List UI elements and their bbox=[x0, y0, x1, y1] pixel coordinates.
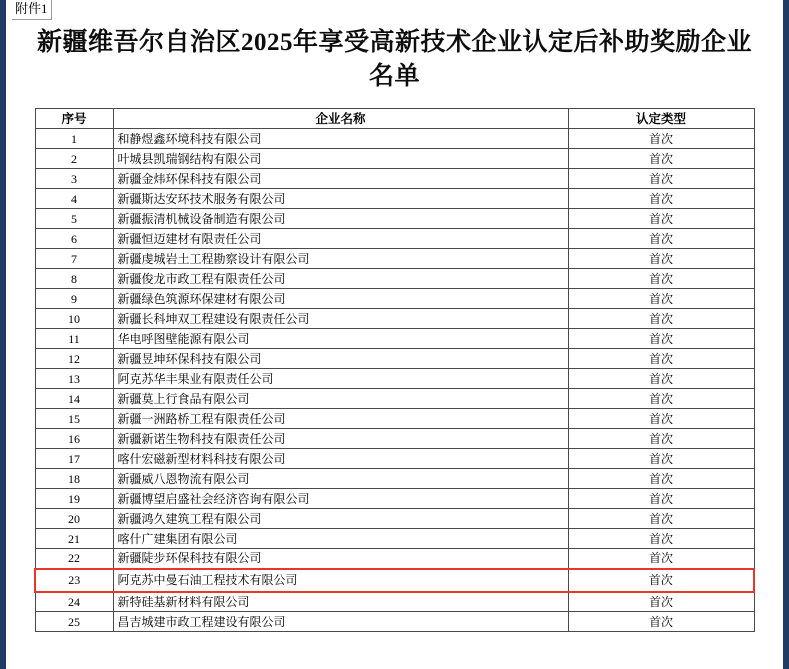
cell-recognition-type: 首次 bbox=[568, 569, 754, 592]
page-title: 新疆维吾尔自治区2025年享受高新技术企业认定后补助奖励企业名单 bbox=[36, 29, 752, 90]
cell-enterprise-name: 阿克苏华丰果业有限责任公司 bbox=[113, 369, 568, 389]
cell-enterprise-name: 昌吉城建市政工程建设有限公司 bbox=[113, 612, 568, 632]
cell-recognition-type: 首次 bbox=[568, 269, 754, 289]
table-row bbox=[35, 549, 754, 569]
cell-enterprise-name: 和静煜鑫环境科技有限公司 bbox=[113, 129, 568, 149]
table-row bbox=[35, 592, 754, 612]
cell-enterprise-name: 新疆陡步环保科技有限公司 bbox=[113, 549, 568, 569]
cell-recognition-type: 首次 bbox=[568, 389, 754, 409]
cell-enterprise-name: 喀什广建集团有限公司 bbox=[113, 529, 568, 549]
table-row bbox=[35, 429, 754, 449]
cell-enterprise-name: 阿克苏中曼石油工程技术有限公司 bbox=[113, 569, 568, 592]
cell-no: 6 bbox=[35, 229, 113, 249]
table-row bbox=[35, 409, 754, 429]
cell-no: 2 bbox=[35, 149, 113, 169]
cell-recognition-type: 首次 bbox=[568, 529, 754, 549]
cell-enterprise-name: 新疆鸿久建筑工程有限公司 bbox=[113, 509, 568, 529]
table-row bbox=[35, 169, 754, 189]
document-body bbox=[6, 0, 783, 632]
cell-no: 25 bbox=[35, 612, 113, 632]
table-row bbox=[35, 289, 754, 309]
cell-enterprise-name: 新疆一洲路桥工程有限责任公司 bbox=[113, 409, 568, 429]
cell-enterprise-name: 新疆新诺生物科技有限责任公司 bbox=[113, 429, 568, 449]
table-row bbox=[35, 569, 754, 592]
cell-recognition-type: 首次 bbox=[568, 349, 754, 369]
cell-no: 12 bbox=[35, 349, 113, 369]
cell-no: 5 bbox=[35, 209, 113, 229]
cell-enterprise-name: 新疆振清机械设备制造有限公司 bbox=[113, 209, 568, 229]
cell-recognition-type: 首次 bbox=[568, 409, 754, 429]
cell-recognition-type: 首次 bbox=[568, 329, 754, 349]
table-row bbox=[35, 249, 754, 269]
attachment-label: 附件1 bbox=[12, 0, 52, 20]
cell-recognition-type: 首次 bbox=[568, 449, 754, 469]
cell-recognition-type: 首次 bbox=[568, 289, 754, 309]
cell-enterprise-name: 华电呼图壁能源有限公司 bbox=[113, 329, 568, 349]
table-row bbox=[35, 529, 754, 549]
cell-recognition-type: 首次 bbox=[568, 249, 754, 269]
cell-no: 4 bbox=[35, 189, 113, 209]
table-header-row bbox=[35, 109, 754, 129]
cell-no: 17 bbox=[35, 449, 113, 469]
table-row bbox=[35, 269, 754, 289]
column-header-name: 企业名称 bbox=[113, 109, 568, 129]
cell-no: 20 bbox=[35, 509, 113, 529]
cell-enterprise-name: 新疆恒迈建材有限责任公司 bbox=[113, 229, 568, 249]
cell-no: 22 bbox=[35, 549, 113, 569]
cell-enterprise-name: 新疆虔城岩土工程勘察设计有限公司 bbox=[113, 249, 568, 269]
cell-enterprise-name: 新疆绿色筑源环保建材有限公司 bbox=[113, 289, 568, 309]
table-row bbox=[35, 489, 754, 509]
table-row bbox=[35, 229, 754, 249]
cell-recognition-type: 首次 bbox=[568, 592, 754, 612]
cell-enterprise-name: 新疆莫上行食品有限公司 bbox=[113, 389, 568, 409]
table-header bbox=[35, 109, 754, 129]
cell-no: 23 bbox=[35, 569, 113, 592]
table-row bbox=[35, 369, 754, 389]
cell-enterprise-name: 新疆金炜环保科技有限公司 bbox=[113, 169, 568, 189]
cell-no: 11 bbox=[35, 329, 113, 349]
cell-recognition-type: 首次 bbox=[568, 509, 754, 529]
cell-recognition-type: 首次 bbox=[568, 229, 754, 249]
cell-no: 18 bbox=[35, 469, 113, 489]
cell-no: 13 bbox=[35, 369, 113, 389]
table-row bbox=[35, 129, 754, 149]
cell-enterprise-name: 新疆威八恩物流有限公司 bbox=[113, 469, 568, 489]
cell-recognition-type: 首次 bbox=[568, 309, 754, 329]
cell-recognition-type: 首次 bbox=[568, 369, 754, 389]
table-row bbox=[35, 209, 754, 229]
cell-no: 15 bbox=[35, 409, 113, 429]
cell-no: 8 bbox=[35, 269, 113, 289]
table-row bbox=[35, 509, 754, 529]
cell-no: 1 bbox=[35, 129, 113, 149]
table-body bbox=[35, 129, 754, 632]
cell-recognition-type: 首次 bbox=[568, 129, 754, 149]
table-row bbox=[35, 309, 754, 329]
cell-no: 16 bbox=[35, 429, 113, 449]
table-row bbox=[35, 469, 754, 489]
enterprise-list-table bbox=[34, 108, 755, 632]
table-row bbox=[35, 449, 754, 469]
column-header-no: 序号 bbox=[35, 109, 113, 129]
cell-no: 10 bbox=[35, 309, 113, 329]
cell-enterprise-name: 新疆博望启盛社会经济咨询有限公司 bbox=[113, 489, 568, 509]
cell-no: 3 bbox=[35, 169, 113, 189]
cell-recognition-type: 首次 bbox=[568, 209, 754, 229]
table-row bbox=[35, 329, 754, 349]
cell-recognition-type: 首次 bbox=[568, 189, 754, 209]
cell-recognition-type: 首次 bbox=[568, 149, 754, 169]
cell-enterprise-name: 叶城县凯瑞钢结构有限公司 bbox=[113, 149, 568, 169]
cell-enterprise-name: 新疆长科坤双工程建设有限责任公司 bbox=[113, 309, 568, 329]
table-row bbox=[35, 189, 754, 209]
cell-recognition-type: 首次 bbox=[568, 549, 754, 569]
table-row bbox=[35, 612, 754, 632]
cell-no: 14 bbox=[35, 389, 113, 409]
table-row bbox=[35, 149, 754, 169]
cell-no: 24 bbox=[35, 592, 113, 612]
table-row bbox=[35, 389, 754, 409]
cell-enterprise-name: 新疆斯达安环技术服务有限公司 bbox=[113, 189, 568, 209]
cell-no: 21 bbox=[35, 529, 113, 549]
cell-no: 7 bbox=[35, 249, 113, 269]
cell-recognition-type: 首次 bbox=[568, 612, 754, 632]
column-header-type: 认定类型 bbox=[568, 109, 754, 129]
cell-no: 19 bbox=[35, 489, 113, 509]
cell-enterprise-name: 新疆俊龙市政工程有限责任公司 bbox=[113, 269, 568, 289]
cell-enterprise-name: 新特硅基新材料有限公司 bbox=[113, 592, 568, 612]
cell-enterprise-name: 喀什宏磁新型材料科技有限公司 bbox=[113, 449, 568, 469]
cell-recognition-type: 首次 bbox=[568, 489, 754, 509]
cell-no: 9 bbox=[35, 289, 113, 309]
table-row bbox=[35, 349, 754, 369]
cell-recognition-type: 首次 bbox=[568, 429, 754, 449]
cell-enterprise-name: 新疆昱坤环保科技有限公司 bbox=[113, 349, 568, 369]
cell-recognition-type: 首次 bbox=[568, 469, 754, 489]
cell-recognition-type: 首次 bbox=[568, 169, 754, 189]
